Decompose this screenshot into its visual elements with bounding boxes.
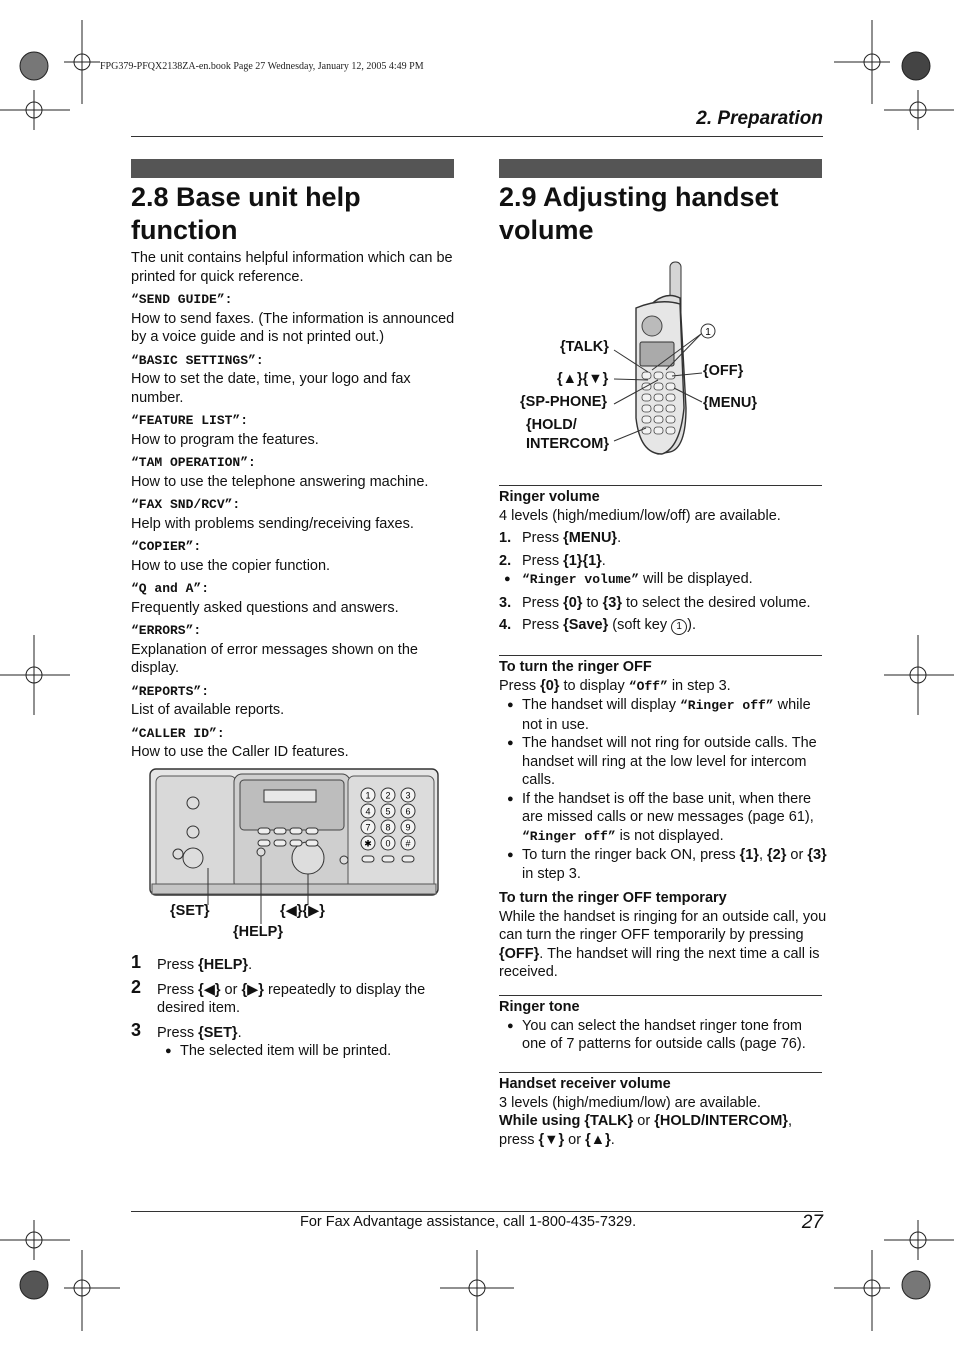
help-item-description: Explanation of error messages shown on the display. [131, 641, 418, 676]
help-item-description: How to set the date, time, your logo and fax number. [131, 371, 411, 406]
section-label: 2. Preparation [696, 108, 823, 129]
menu-label: {MENU} [703, 395, 757, 411]
ringer-step-4: 4. Press {Save} (soft key 1 ). [499, 617, 696, 633]
bullet-item: ● The selected item will be printed. [165, 1043, 392, 1059]
ringer-off-temp-text: While the handset is ringing for an outside call, you can turn the ringer OFF temporarily by pressing {OFF}. The handset will ring the next time a call is received. [499, 908, 827, 980]
ringer-off-temp-heading: To turn the ringer OFF temporary [499, 890, 727, 906]
help-item-name: “BASIC SETTINGS”: [131, 352, 264, 368]
bullet-item: ● If the handset is off the base unit, when there are missed calls or new messages (page 61), “Ringer off” is not displayed. [507, 790, 814, 844]
receiver-volume-heading: Handset receiver volume [499, 1076, 671, 1092]
help-item-name: “REPORTS”: [131, 683, 210, 699]
file-info: FPG379-PFQX2138ZA-en.book Page 27 Wednesday, January 12, 2005 4:49 PM [100, 61, 424, 72]
help-step-3-bullets [157, 1042, 461, 1061]
help-item-description: How to send faxes. (The information is announced by a voice guide and is not printed out.) [131, 310, 455, 345]
footer-assistance: For Fax Advantage assistance, call 1-800-435-7329. [300, 1214, 637, 1230]
ringer-off-intro: Press {0} to display “Off” in step 3. [499, 677, 731, 694]
keypad-key-label: 2 [385, 790, 391, 801]
receiver-volume-intro: 3 levels (high/medium/low) are available. [499, 1094, 761, 1111]
help-item-name: “FEATURE LIST”: [131, 413, 249, 428]
bullet-item: ● You can select the handset ringer tone from one of 7 patterns for outside calls (page 76). [507, 1017, 806, 1052]
soft-key-1-marker: 1 [671, 619, 687, 635]
rule-receiver-volume [499, 1072, 822, 1073]
help-item-name: “SEND GUIDE”: [131, 292, 233, 307]
ringer-off-bullets [499, 696, 829, 883]
rule-ringer-off [499, 655, 822, 656]
ringer-step-2-bullets [499, 570, 829, 590]
rule-ringer-tone [499, 995, 822, 996]
rule-ringer-volume [499, 485, 822, 486]
receiver-volume-line3: press {▼} or {▲}. [499, 1131, 615, 1148]
header-rule [131, 136, 823, 137]
help-item-name: “COPIER”: [131, 539, 202, 554]
keypad-key-label: 6 [405, 806, 411, 817]
help-steps [131, 952, 461, 1061]
soft-key-1-marker: 1 [705, 327, 711, 338]
ringer-tone-heading: Ringer tone [499, 999, 580, 1015]
keypad-key-label: # [405, 838, 411, 849]
help-step-2: 2 Press {◀} or {▶} repeatedly to display the desired item. [131, 976, 426, 1016]
ringer-step-3: 3. Press {0} to {3} to select the desired volume. [499, 594, 811, 611]
help-item-name: “Q and A”: [131, 581, 210, 596]
ringer-off-section [499, 658, 829, 982]
section-bar-right [499, 159, 822, 178]
section-bar-left [131, 159, 454, 178]
left-right-arrows-label: {◀}{▶} [280, 903, 325, 919]
ringer-tone-section [499, 998, 829, 1054]
help-item-description: How to program the features. [131, 431, 319, 448]
page-number: 27 [801, 1212, 823, 1233]
keypad-key-label: 1 [365, 790, 371, 801]
handset-illustration [600, 258, 730, 458]
ringer-step-1: 1. Press {MENU}. [499, 530, 622, 546]
bullet-item: ● To turn the ringer back ON, press {1}, {2} or {3} in step 3. [507, 847, 827, 882]
ringer-volume-intro: 4 levels (high/medium/low/off) are available. [499, 507, 781, 524]
base-unit-illustration [148, 766, 440, 946]
hold-label-line1: {HOLD/ [526, 417, 577, 433]
help-item-name: “ERRORS”: [131, 623, 202, 638]
help-item-description: Frequently asked questions and answers. [131, 599, 399, 616]
receiver-volume-section [499, 1075, 829, 1149]
keypad-key-label: 3 [405, 790, 411, 801]
help-step-3: 3 Press {SET}. [131, 1019, 242, 1041]
section-title-volume: 2.9 Adjusting handset volume [499, 182, 779, 245]
help-item-description: How to use the telephone answering machine. [131, 473, 429, 490]
bullet-item: ● The handset will display “Ringer off” while not in use. [507, 697, 811, 733]
section-title-help: 2.8 Base unit help function [131, 182, 361, 245]
footer-rule [131, 1211, 823, 1212]
help-label: {HELP} [233, 924, 283, 940]
keypad-key-label: 8 [385, 822, 391, 833]
keypad-key-label: 5 [385, 806, 391, 817]
ringer-volume-steps [499, 529, 829, 635]
keypad-key-label: ✱ [364, 838, 372, 849]
keypad-key-label: 0 [385, 838, 391, 849]
bullet-item: ● The handset will not ring for outside calls. The handset will ring at the low level for intercom calls. [507, 735, 817, 788]
help-step-1: 1 Press {HELP}. [131, 952, 253, 973]
set-label: {SET} [170, 903, 210, 919]
help-item-list [131, 291, 461, 762]
help-item-name: “FAX SND/RCV”: [131, 497, 241, 512]
ringer-volume-heading: Ringer volume [499, 489, 600, 505]
help-item-description: How to use the Caller ID features. [131, 744, 349, 760]
keypad-key-label: 9 [405, 822, 411, 833]
ringer-off-heading: To turn the ringer OFF [499, 659, 652, 675]
up-down-label: {▲}{▼} [557, 371, 609, 387]
off-label: {OFF} [703, 363, 744, 379]
help-item-name: “TAM OPERATION”: [131, 455, 256, 470]
bullet-item: ● “Ringer volume” will be displayed. [504, 571, 753, 587]
help-item-description: List of available reports. [131, 702, 285, 718]
left-column [131, 181, 461, 762]
help-item-name: “CALLER ID”: [131, 725, 225, 741]
ringer-volume-section [499, 488, 829, 639]
help-item-description: Help with problems sending/receiving faxes. [131, 515, 414, 532]
hold-label-line2: INTERCOM} [526, 436, 609, 452]
talk-label: {TALK} [560, 339, 609, 355]
ringer-step-2: 2. Press {1}{1}. ● “Ringer volume” will be displayed. [499, 552, 829, 590]
receiver-volume-line2: While using {TALK} or {HOLD/INTERCOM}, [499, 1113, 792, 1129]
ringer-tone-bullets [499, 1017, 829, 1054]
help-item-description: How to use the copier function. [131, 557, 331, 574]
keypad-key-label: 7 [365, 822, 371, 833]
intro-text: The unit contains helpful information which can be printed for quick reference. [131, 250, 453, 285]
keypad-key-label: 4 [365, 806, 371, 817]
sp-phone-label: {SP-PHONE} [520, 394, 608, 410]
